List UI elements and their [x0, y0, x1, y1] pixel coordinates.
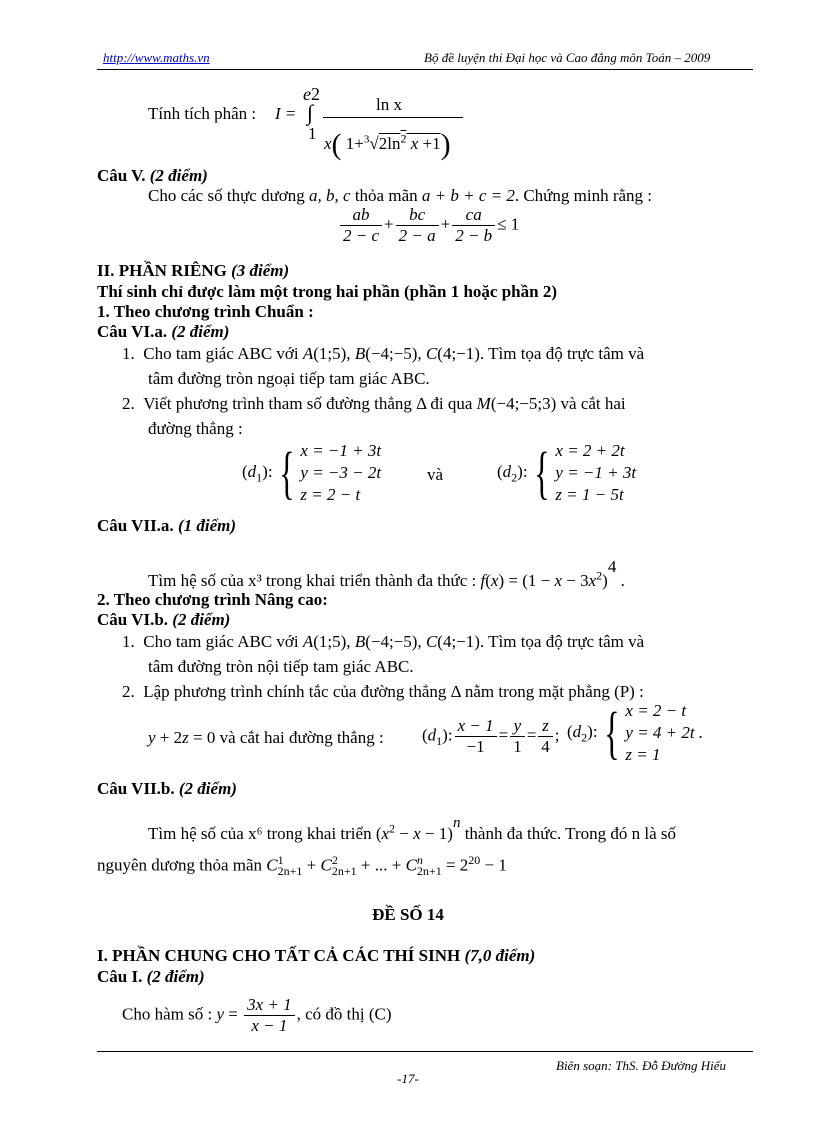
- footer-author: Biên soạn: ThS. Đỗ Đường Hiếu: [556, 1058, 727, 1073]
- prog1-heading: 1. Theo chương trình Chuẩn :: [97, 302, 314, 321]
- integral-sign: ∫: [307, 100, 314, 125]
- cau7a-text: Tìm hệ số của x³ trong khai triển thành đa thức : $f(x) = (1 - x - 3x^2)^4$ .: [148, 557, 625, 590]
- integral-upper: e2: [303, 84, 320, 104]
- integral-numerator: ln x: [376, 95, 402, 114]
- cau6a-item1: 1. Cho tam giác ABC với A(1;5), B(−4;−5), C(4;−1). Tìm tọa độ trực tâm và: [122, 344, 645, 363]
- cau6b-heading: Câu VI.b. (2 điểm): [97, 610, 231, 629]
- cau5-heading: Câu V. (2 điểm): [97, 166, 208, 185]
- cau7b-heading: Câu VII.b. (2 điểm): [97, 779, 237, 798]
- de14-part1: I. PHẦN CHUNG CHO TẤT CẢ CÁC THÍ SINH (7,0 điểm): [97, 946, 536, 965]
- header-url[interactable]: http://www.maths.vn: [103, 50, 210, 65]
- cau5-inequality: $\frac{ab}{2 - c}$ + $\frac{bc}{2 - a}$ + $\frac{ca}{2 - b}$ ≤ 1: [338, 205, 519, 246]
- footer-page: -17-: [397, 1071, 419, 1086]
- and-word: và: [427, 465, 444, 484]
- cau7b-condition: nguyên dương thỏa mãn $C^1_{2n+1} + C^2_{2n+1}$ + ... + $C^n_{2n+1} = 2^{20} - 1$: [97, 853, 507, 879]
- part2-note: Thí sinh chỉ được làm một trong hai phần (phần 1 hoặc phần 2): [97, 282, 558, 301]
- cau7a-heading: Câu VII.a. (1 điểm): [97, 516, 237, 535]
- integral-prefix: Tính tích phân :: [148, 104, 257, 123]
- integral-denominator: x( $1+^3√2\ln^2$ x +1): [324, 128, 451, 161]
- integral-lower: 1: [308, 124, 317, 143]
- footer-rule: [97, 1051, 753, 1052]
- part2-heading: II. PHẦN RIÊNG (3 điểm): [97, 261, 290, 280]
- integral-lhs: I =: [275, 104, 297, 123]
- cau5-text: Cho các số thực dương a, b, c thỏa mãn a + b + c = 2. Chứng minh rằng :: [148, 186, 653, 205]
- line-d2-param: $(d_2)$: { x = 2 − t y = 4 + 2t . z = 1: [567, 700, 704, 765]
- cau6a-heading: Câu VI.a. (2 điểm): [97, 322, 230, 341]
- line-d2-system: $(d_2)$: { x = 2 + 2t y = −1 + 3t z = 1 − 5t: [497, 440, 637, 505]
- cau6a-item2-cont: đường thẳng :: [148, 419, 243, 438]
- cau7b-text: Tìm hệ số của x⁶ trong khai triển $(x^2 - x - 1)^n$ thành đa thức. Trong đó n là số: [148, 815, 677, 843]
- cau6b-item2: 2. Lập phương trình chính tắc của đường thẳng Δ nằm trong mặt phẳng (P) :: [122, 682, 644, 701]
- prog2-heading: 2. Theo chương trình Nâng cao:: [97, 590, 328, 609]
- line-d1-canonical: $(d_1)$: $\frac{x - 1}{-1}$ = $\frac{y}{1}$ = $\frac{z}{4}$ ;: [422, 716, 560, 756]
- cau6b-item1-cont: tâm đường tròn nội tiếp tam giác ABC.: [148, 657, 414, 676]
- cau6b-plane: y + 2z = 0 và cắt hai đường thẳng :: [148, 728, 384, 747]
- de14-cau1: Câu I. (2 điểm): [97, 967, 205, 986]
- de14-function: Cho hàm số : y = $\frac{3x + 1}{x - 1}$ , có đồ thị (C): [122, 995, 392, 1035]
- header-title: Bộ đề luyện thi Đại học và Cao đẳng môn Toán – 2009: [424, 50, 711, 65]
- integral-fraction-bar: [323, 117, 463, 118]
- header-rule: [97, 69, 753, 70]
- cau6a-item1-cont: tâm đường tròn ngoại tiếp tam giác ABC.: [148, 369, 430, 388]
- de14-title: ĐỀ SỐ 14: [372, 905, 444, 924]
- line-d1-system: $(d_1)$: { x = −1 + 3t y = −3 − 2t z = 2 − t: [242, 440, 382, 505]
- cau6b-item1: 1. Cho tam giác ABC với A(1;5), B(−4;−5), C(4;−1). Tìm tọa độ trực tâm và: [122, 632, 645, 651]
- cau6a-item2: 2. Viết phương trình tham số đường thẳng Δ đi qua M(−4;−5;3) và cắt hai: [122, 394, 626, 413]
